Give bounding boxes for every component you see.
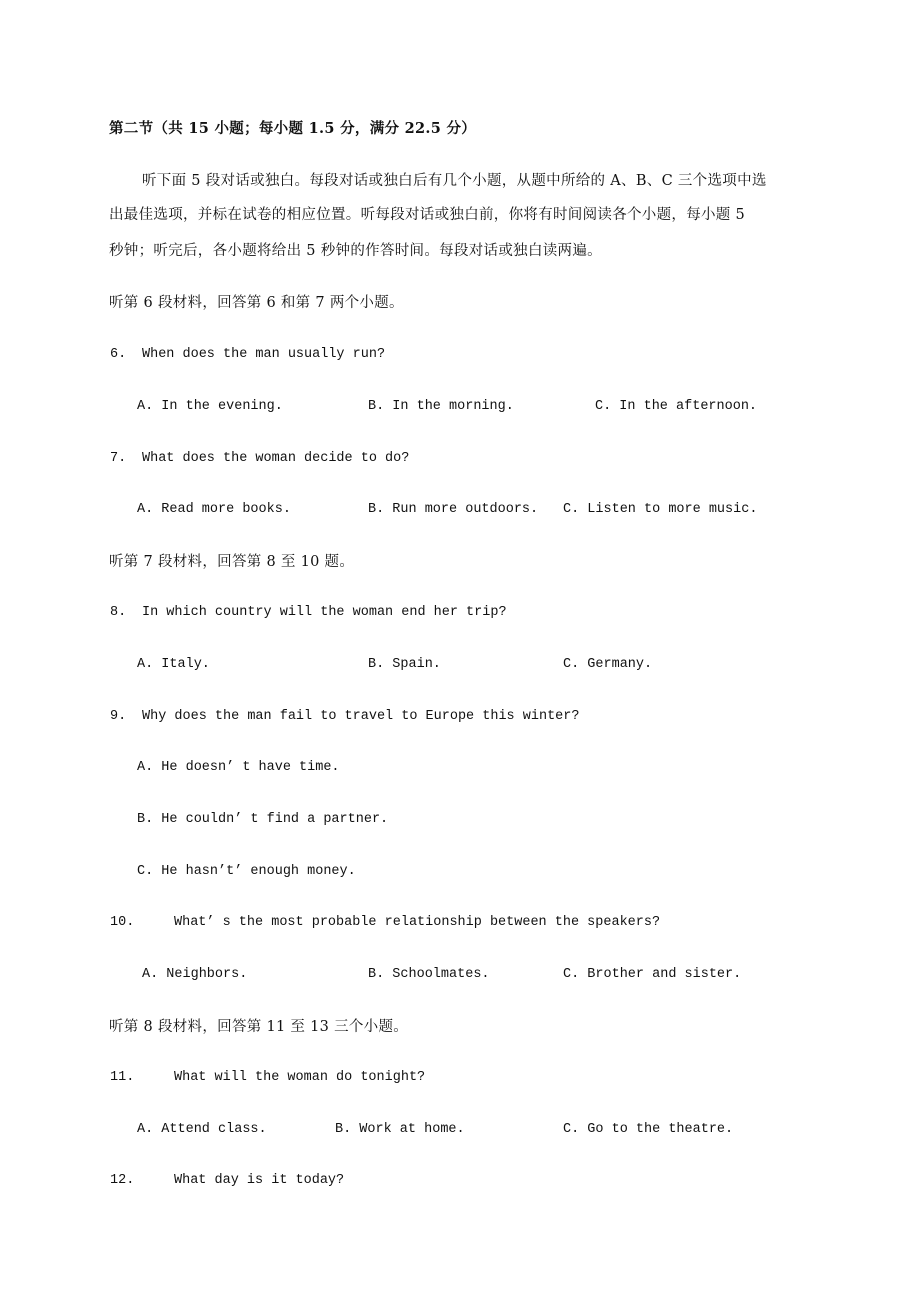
group-8-heading: 听第 8 段材料，回答第 11 至 13 三个小题。 xyxy=(109,1019,409,1035)
question-9-number: 9. xyxy=(110,709,127,724)
question-11-option-a: A. Attend class. xyxy=(137,1122,267,1137)
question-10-option-c: C. Brother and sister. xyxy=(563,967,742,982)
question-9-option-b: B. He couldn’ t find a partner. xyxy=(137,812,389,827)
question-10-option-b: B. Schoolmates. xyxy=(368,967,490,982)
question-9-text: Why does the man fail to travel to Europe this winter? xyxy=(142,709,580,724)
question-6-text: When does the man usually run? xyxy=(142,347,386,362)
question-12-text: What day is it today? xyxy=(174,1173,345,1188)
instructions-line-3: 秒钟；听完后，各小题将给出 5 秒钟的作答时间。每段对话或独白读两遍。 xyxy=(109,243,602,259)
question-7-option-c: C. Listen to more music. xyxy=(563,502,758,517)
question-11-option-b: B. Work at home. xyxy=(335,1122,465,1137)
instructions-line-1: 听下面 5 段对话或独白。每段对话或独白后有几个小题，从题中所给的 A、B、C 三个选项中选 xyxy=(142,173,767,189)
question-8-option-c: C. Germany. xyxy=(563,657,653,672)
question-6-option-a: A. In the evening. xyxy=(137,399,283,414)
question-12-number: 12. xyxy=(110,1173,135,1188)
question-8-option-a: A. Italy. xyxy=(137,657,210,672)
question-11-option-c: C. Go to the theatre. xyxy=(563,1122,734,1137)
section-title: 第二节（共 15 小题；每小题 1.5 分，满分 22.5 分） xyxy=(109,120,477,137)
question-8-number: 8. xyxy=(110,605,127,620)
question-7-option-b: B. Run more outdoors. xyxy=(368,502,539,517)
group-6-heading: 听第 6 段材料，回答第 6 和第 7 两个小题。 xyxy=(109,295,404,311)
question-6-option-c: C. In the afternoon. xyxy=(595,399,758,414)
question-8-text: In which country will the woman end her trip? xyxy=(142,605,507,620)
question-11-text: What will the woman do tonight? xyxy=(174,1070,426,1085)
question-6-number: 6. xyxy=(110,347,127,362)
question-10-option-a: A. Neighbors. xyxy=(142,967,248,982)
group-7-heading: 听第 7 段材料，回答第 8 至 10 题。 xyxy=(109,554,355,570)
question-7-text: What does the woman decide to do? xyxy=(142,451,410,466)
question-7-option-a: A. Read more books. xyxy=(137,502,291,517)
instructions-line-2: 出最佳选项，并标在试卷的相应位置。听每段对话或独白前，你将有时间阅读各个小题，每小题 5 xyxy=(109,207,746,223)
question-6-option-b: B. In the morning. xyxy=(368,399,514,414)
question-9-option-c: C. He hasn’t’ enough money. xyxy=(137,864,356,879)
question-7-number: 7. xyxy=(110,451,127,466)
question-10-text: What’ s the most probable relationship between the speakers? xyxy=(174,915,661,930)
question-11-number: 11. xyxy=(110,1070,135,1085)
question-9-option-a: A. He doesn’ t have time. xyxy=(137,760,340,775)
question-8-option-b: B. Spain. xyxy=(368,657,441,672)
question-10-number: 10. xyxy=(110,915,135,930)
